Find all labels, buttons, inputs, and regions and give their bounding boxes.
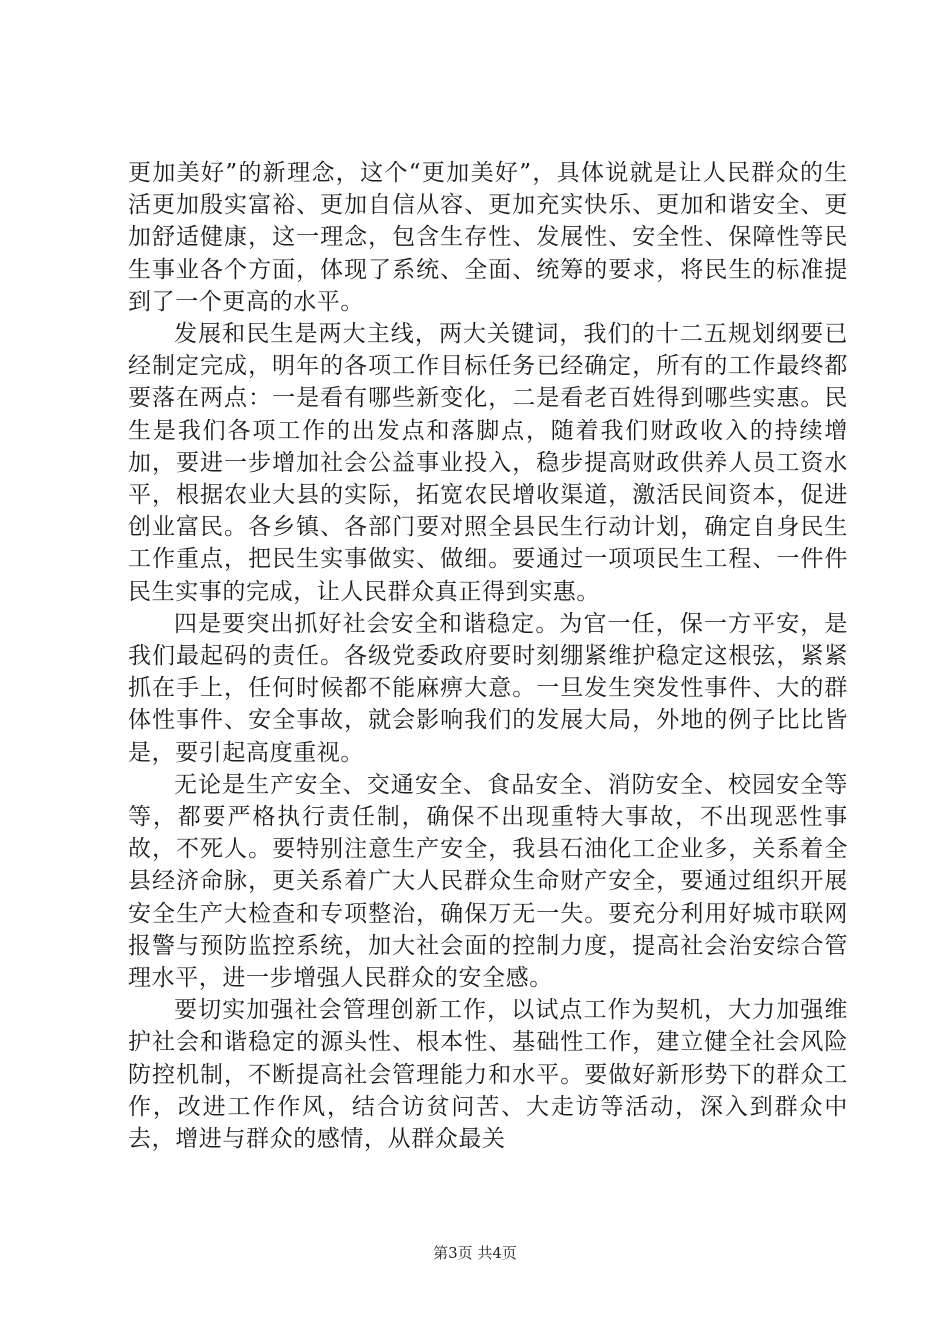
paragraph-3: 四是要突出抓好社会安全和谐稳定。为官一任，保一方平安，是我们最起码的责任。各级党委政府要时刻绷紧维护稳定这根弦，紧紧抓在手上，任何时候都不能麻痹大意。一旦发生突发性事件、大的群体性事件、安全事故，就会影响我们的发展大局，外地的例子比比皆是，要引起高度重视。 xyxy=(128,610,848,766)
paragraph-4: 无论是生产安全、交通安全、食品安全、消防安全、校园安全等等，都要严格执行责任制，确保不出现重特大事故，不出现恶性事故，不死人。要特别注意生产安全，我县石油化工企业多，关系着全县经济命脉，更关系着广大人民群众生命财产安全，要通过组织开展安全生产大检查和专项整治，确保万无一失。要充分利用好城市联网报警与预防监控系统，加大社会面的控制力度，提高社会治安综合管理水平，进一步增强人民群众的安全感。 xyxy=(128,771,848,992)
paragraph-2: 发展和民生是两大主线，两大关键词，我们的十二五规划纲要已经制定完成，明年的各项工作目标任务已经确定，所有的工作最终都要落在两点：一是看有哪些新变化，二是看老百姓得到哪些实惠。民生是我们各项工作的出发点和落脚点，随着我们财政收入的持续增加，要进一步增加社会公益事业投入，稳步提高财政供养人员工资水平，根据农业大县的实际，拓宽农民增收渠道，激活民间资本，促进创业富民。各乡镇、各部门要对照全县民生行动计划，确定自身民生工作重点，把民生实事做实、做细。要通过一项项民生工程、一件件民生实事的完成，让人民群众真正得到实惠。 xyxy=(128,321,848,605)
document-body xyxy=(128,157,848,1155)
page-number-footer: 第3页 共4页 xyxy=(433,1244,517,1262)
paragraph-5: 要切实加强社会管理创新工作，以试点工作为契机，大力加强维护社会和谐稳定的源头性、根本性、基础性工作，建立健全社会风险防控机制，不断提高社会管理能力和水平。要做好新形势下的群众工作，改进工作作风，结合访贫问苦、大走访等活动，深入到群众中去，增进与群众的感情，从群众最关 xyxy=(128,997,848,1153)
paragraph-1: 更加美好”的新理念，这个“更加美好”，具体说就是让人民群众的生活更加殷实富裕、更加自信从容、更加充实快乐、更加和谐安全、更加舒适健康，这一理念，包含生存性、发展性、安全性、保障性等民生事业各个方面，体现了系统、全面、统筹的要求，将民生的标准提到了一个更高的水平。 xyxy=(128,160,848,315)
